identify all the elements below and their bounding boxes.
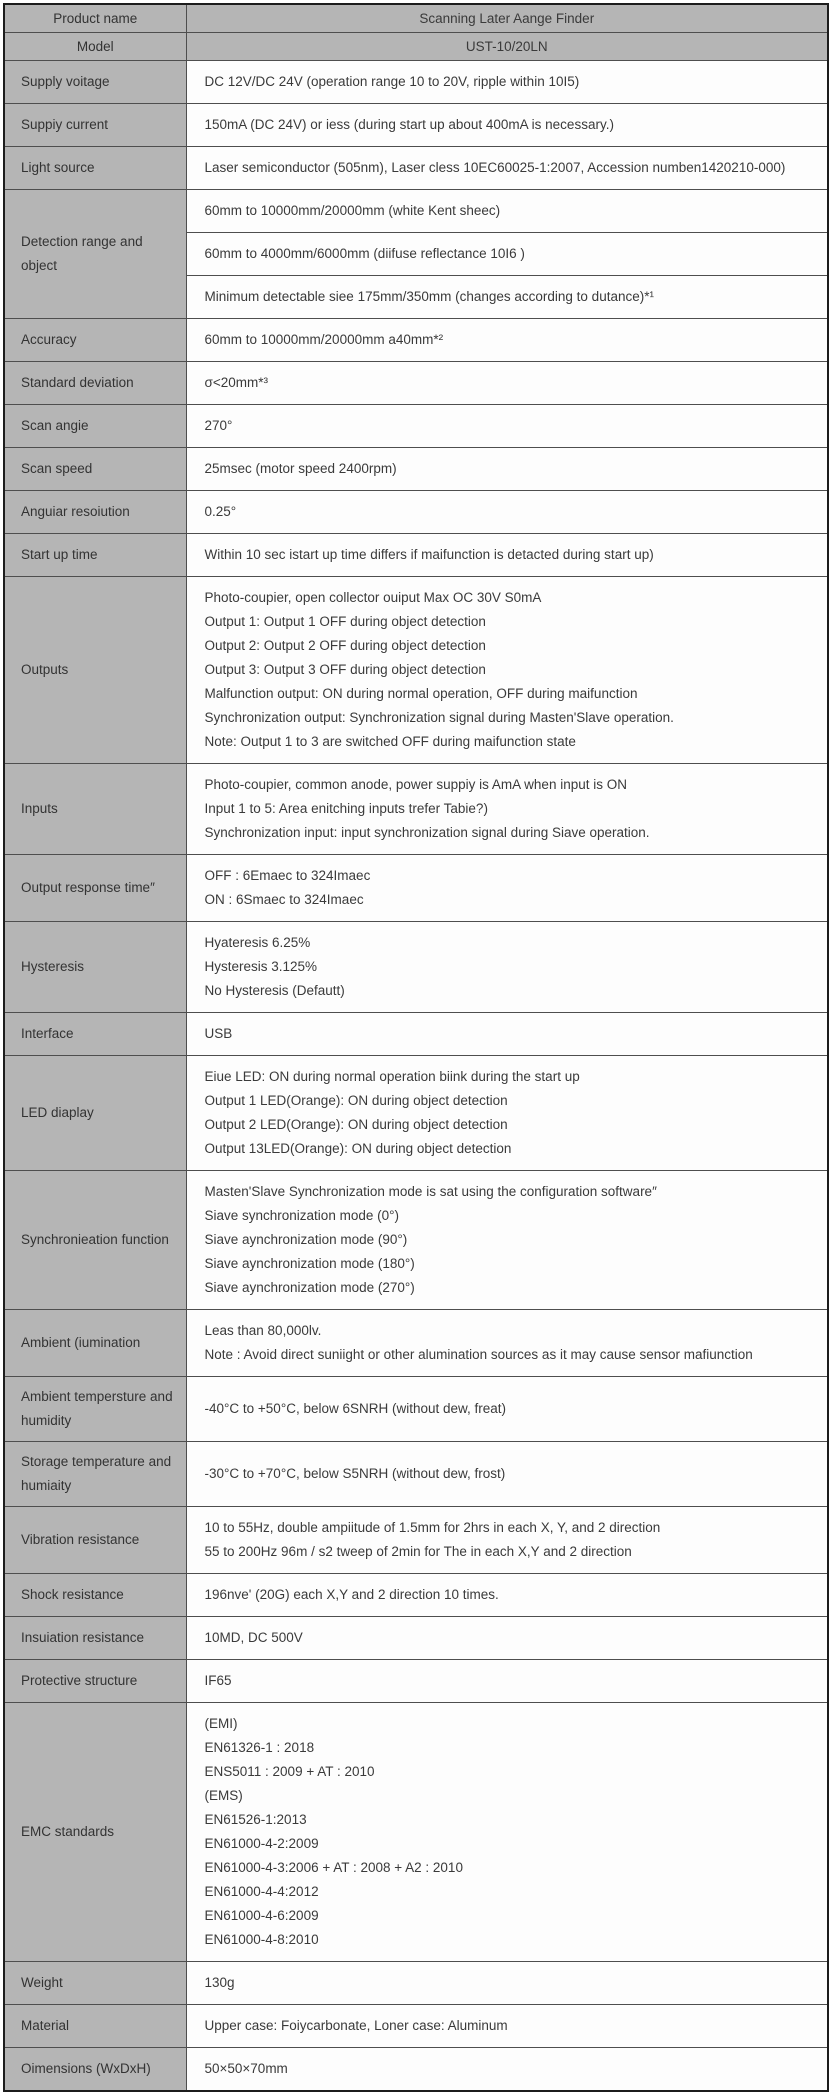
spec-label: Material — [4, 2005, 186, 2048]
spec-value — [186, 362, 828, 405]
spec-value-line: Output 2 LED(Orange): ON during object detection — [204, 1117, 508, 1132]
spec-value — [186, 33, 828, 61]
spec-value-line: σ<20mm*³ — [204, 375, 268, 390]
spec-row — [4, 2048, 828, 2092]
spec-value — [186, 1377, 828, 1442]
spec-value-line: (EMI) — [204, 1716, 238, 1731]
spec-row — [4, 922, 828, 1013]
spec-value — [186, 1310, 828, 1377]
spec-row — [4, 319, 828, 362]
spec-table — [3, 3, 829, 2092]
spec-value-line: Scanning Later Aange Finder — [419, 11, 595, 26]
spec-value — [186, 764, 828, 855]
spec-value-line: Malfunction output: ON during normal operation, OFF during maifunction — [204, 686, 638, 701]
spec-label: Detection range and object — [4, 190, 186, 319]
spec-value-line: 10 to 55Hz, double ampiitude of 1.5mm for 2hrs in each X, Y, and 2 direction — [204, 1520, 661, 1535]
spec-value-line: Eiue LED: ON during normal operation biink during the start up — [204, 1069, 580, 1084]
spec-value-line: Input 1 to 5: Area enitching inputs trefer Tabie?) — [204, 801, 488, 816]
spec-row — [4, 190, 828, 233]
spec-row — [4, 1171, 828, 1310]
spec-value — [186, 855, 828, 922]
spec-label: Hysteresis — [4, 922, 186, 1013]
spec-label: Protective structure — [4, 1660, 186, 1703]
spec-value-line: EN61000-4-6:2009 — [204, 1908, 319, 1923]
spec-value — [186, 1507, 828, 1574]
spec-value — [186, 491, 828, 534]
spec-row — [4, 147, 828, 190]
spec-table-body — [4, 4, 828, 2091]
spec-label: Product name — [4, 4, 186, 33]
spec-value-line: Hyateresis 6.25% — [204, 935, 311, 950]
spec-value-line: 10MD, DC 500V — [204, 1630, 303, 1645]
spec-label: LED diaplay — [4, 1056, 186, 1171]
spec-value — [186, 190, 828, 233]
spec-label: Synchronieation function — [4, 1171, 186, 1310]
spec-row — [4, 534, 828, 577]
spec-value — [186, 61, 828, 104]
spec-value — [186, 4, 828, 33]
spec-value-line: Minimum detectable siee 175mm/350mm (changes according to dutance)*¹ — [204, 289, 654, 304]
spec-label: Ambient tempersture and humidity — [4, 1377, 186, 1442]
spec-value-line: OFF : 6Emaec to 324Imaec — [204, 868, 371, 883]
spec-value-line: EN61526-1:2013 — [204, 1812, 307, 1827]
spec-value — [186, 1574, 828, 1617]
spec-row — [4, 1310, 828, 1377]
spec-value — [186, 233, 828, 276]
spec-value-line: Hysteresis 3.125% — [204, 959, 318, 974]
spec-label: Supply voitage — [4, 61, 186, 104]
spec-value — [186, 1171, 828, 1310]
spec-row — [4, 104, 828, 147]
spec-value-line: Output 1: Output 1 OFF during object detection — [204, 614, 486, 629]
spec-label: Scan speed — [4, 448, 186, 491]
spec-value-line: Output 3: Output 3 OFF during object detection — [204, 662, 486, 677]
spec-label: Shock resistance — [4, 1574, 186, 1617]
spec-value-line: DC 12V/DC 24V (operation range 10 to 20V, ripple within 10I5) — [204, 74, 580, 89]
spec-value-line: Photo-coupier, open collector ouiput Max OC 30V S0mA — [204, 590, 542, 605]
spec-value-line: EN61326-1 : 2018 — [204, 1740, 315, 1755]
spec-label: Outputs — [4, 577, 186, 764]
spec-value — [186, 1013, 828, 1056]
spec-value — [186, 1617, 828, 1660]
spec-row — [4, 2005, 828, 2048]
spec-value-line: -40°C to +50°C, below 6SNRH (without dew, freat) — [204, 1401, 507, 1416]
spec-value-line: Note: Output 1 to 3 are switched OFF during maifunction state — [204, 734, 576, 749]
spec-value-line: 25msec (motor speed 2400rpm) — [204, 461, 397, 476]
spec-label: Suppiy current — [4, 104, 186, 147]
spec-value — [186, 448, 828, 491]
spec-value-line: No Hysteresis (Defautt) — [204, 983, 345, 998]
spec-label: Storage temperature and humiaity — [4, 1442, 186, 1507]
spec-label: Model — [4, 33, 186, 61]
spec-value-line: 60mm to 10000mm/20000mm a40mm*² — [204, 332, 444, 347]
spec-value — [186, 577, 828, 764]
spec-value — [186, 1660, 828, 1703]
spec-row — [4, 1962, 828, 2005]
spec-value-line: EN61000-4-2:2009 — [204, 1836, 319, 1851]
spec-value-line: Synchronization output: Synchronization signal during Masten'Slave operation. — [204, 710, 674, 725]
spec-row — [4, 1703, 828, 1962]
spec-value-line: -30°C to +70°C, below S5NRH (without dew, frost) — [204, 1466, 506, 1481]
spec-value-line: Note : Avoid direct suniight or other alumination sources as it may cause sensor mafiunction — [204, 1347, 753, 1362]
spec-value-line: IF65 — [204, 1673, 232, 1688]
spec-row — [4, 448, 828, 491]
spec-label: Ambient (iumination — [4, 1310, 186, 1377]
spec-row — [4, 1377, 828, 1442]
spec-value-line: 196nve' (20G) each X,Y and 2 direction 10 times. — [204, 1587, 499, 1602]
spec-value — [186, 276, 828, 319]
spec-value — [186, 2005, 828, 2048]
spec-value — [186, 1703, 828, 1962]
spec-value — [186, 1962, 828, 2005]
spec-label: Oimensions (WxDxH) — [4, 2048, 186, 2092]
spec-value-line: Siave synchronization mode (0°) — [204, 1208, 399, 1223]
spec-row — [4, 1507, 828, 1574]
spec-value — [186, 147, 828, 190]
spec-row — [4, 362, 828, 405]
spec-value-line: 60mm to 4000mm/6000mm (diifuse reflectance 10I6 ) — [204, 246, 525, 261]
spec-value-line: 270° — [204, 418, 233, 433]
spec-row — [4, 577, 828, 764]
spec-row — [4, 1442, 828, 1507]
spec-value — [186, 1442, 828, 1507]
spec-label: EMC standards — [4, 1703, 186, 1962]
spec-value — [186, 405, 828, 448]
spec-label: Anguiar resoiution — [4, 491, 186, 534]
spec-label: Interface — [4, 1013, 186, 1056]
spec-row — [4, 4, 828, 33]
spec-value-line: Output 1 LED(Orange): ON during object detection — [204, 1093, 508, 1108]
spec-row — [4, 1617, 828, 1660]
spec-value — [186, 2048, 828, 2092]
spec-value-line: 150mA (DC 24V) or iess (during start up about 400mA is necessary.) — [204, 117, 614, 132]
spec-value — [186, 104, 828, 147]
spec-label: Scan angie — [4, 405, 186, 448]
spec-label: Insuiation resistance — [4, 1617, 186, 1660]
spec-label: Output response time″ — [4, 855, 186, 922]
spec-value-line: EN61000-4-3:2006 + AT : 2008 + A2 : 2010 — [204, 1860, 463, 1875]
spec-row — [4, 405, 828, 448]
spec-row — [4, 855, 828, 922]
spec-label: Light source — [4, 147, 186, 190]
spec-value-line: USB — [204, 1026, 233, 1041]
spec-value-line: ON : 6Smaec to 324Imaec — [204, 892, 364, 907]
spec-label: Accuracy — [4, 319, 186, 362]
spec-value — [186, 1056, 828, 1171]
spec-row — [4, 491, 828, 534]
spec-value-line: 50×50×70mm — [204, 2061, 288, 2076]
spec-value-line: Within 10 sec istart up time differs if maifunction is detacted during start up) — [204, 547, 654, 562]
spec-value-line: Upper case: Foiycarbonate, Loner case: Aluminum — [204, 2018, 508, 2033]
spec-value-line: Siave aynchronization mode (90°) — [204, 1232, 408, 1247]
spec-label: Vibration resistance — [4, 1507, 186, 1574]
spec-row — [4, 1056, 828, 1171]
spec-row — [4, 1013, 828, 1056]
spec-value-line: Masten'Slave Synchronization mode is sat using the configuration software″ — [204, 1184, 657, 1199]
spec-row — [4, 61, 828, 104]
spec-row — [4, 1574, 828, 1617]
spec-value — [186, 319, 828, 362]
spec-value-line: (EMS) — [204, 1788, 243, 1803]
spec-value-line: 130g — [204, 1975, 235, 1990]
spec-value-line: EN61000-4-4:2012 — [204, 1884, 319, 1899]
spec-label: Standard deviation — [4, 362, 186, 405]
spec-row — [4, 33, 828, 61]
spec-value-line: Leas than 80,000lv. — [204, 1323, 322, 1338]
spec-value-line: 55 to 200Hz 96m / s2 tweep of 2min for The in each X,Y and 2 direction — [204, 1544, 632, 1559]
spec-value-line: Output 13LED(Orange): ON during object detection — [204, 1141, 512, 1156]
spec-value-line: Siave aynchronization mode (180°) — [204, 1256, 415, 1271]
spec-row — [4, 764, 828, 855]
spec-label: Weight — [4, 1962, 186, 2005]
spec-value-line: 60mm to 10000mm/20000mm (white Kent sheec) — [204, 203, 501, 218]
spec-value-line: ENS5011 : 2009 + AT : 2010 — [204, 1764, 375, 1779]
spec-row — [4, 1660, 828, 1703]
spec-value — [186, 922, 828, 1013]
spec-value-line: Siave aynchronization mode (270°) — [204, 1280, 415, 1295]
spec-value-line: Photo-coupier, common anode, power suppiy is AmA when input is ON — [204, 777, 627, 792]
spec-value — [186, 534, 828, 577]
spec-value-line: Output 2: Output 2 OFF during object detection — [204, 638, 486, 653]
spec-value-line: Laser semiconductor (505nm), Laser cless 10EC60025-1:2007, Accession numben1420210-000) — [204, 160, 786, 175]
spec-label: Start up time — [4, 534, 186, 577]
spec-label: Inputs — [4, 764, 186, 855]
spec-value-line: EN61000-4-8:2010 — [204, 1932, 319, 1947]
spec-value-line: 0.25° — [204, 504, 237, 519]
spec-value-line: Synchronization input: input synchronization signal during Siave operation. — [204, 825, 650, 840]
spec-value-line: UST-10/20LN — [465, 39, 548, 54]
